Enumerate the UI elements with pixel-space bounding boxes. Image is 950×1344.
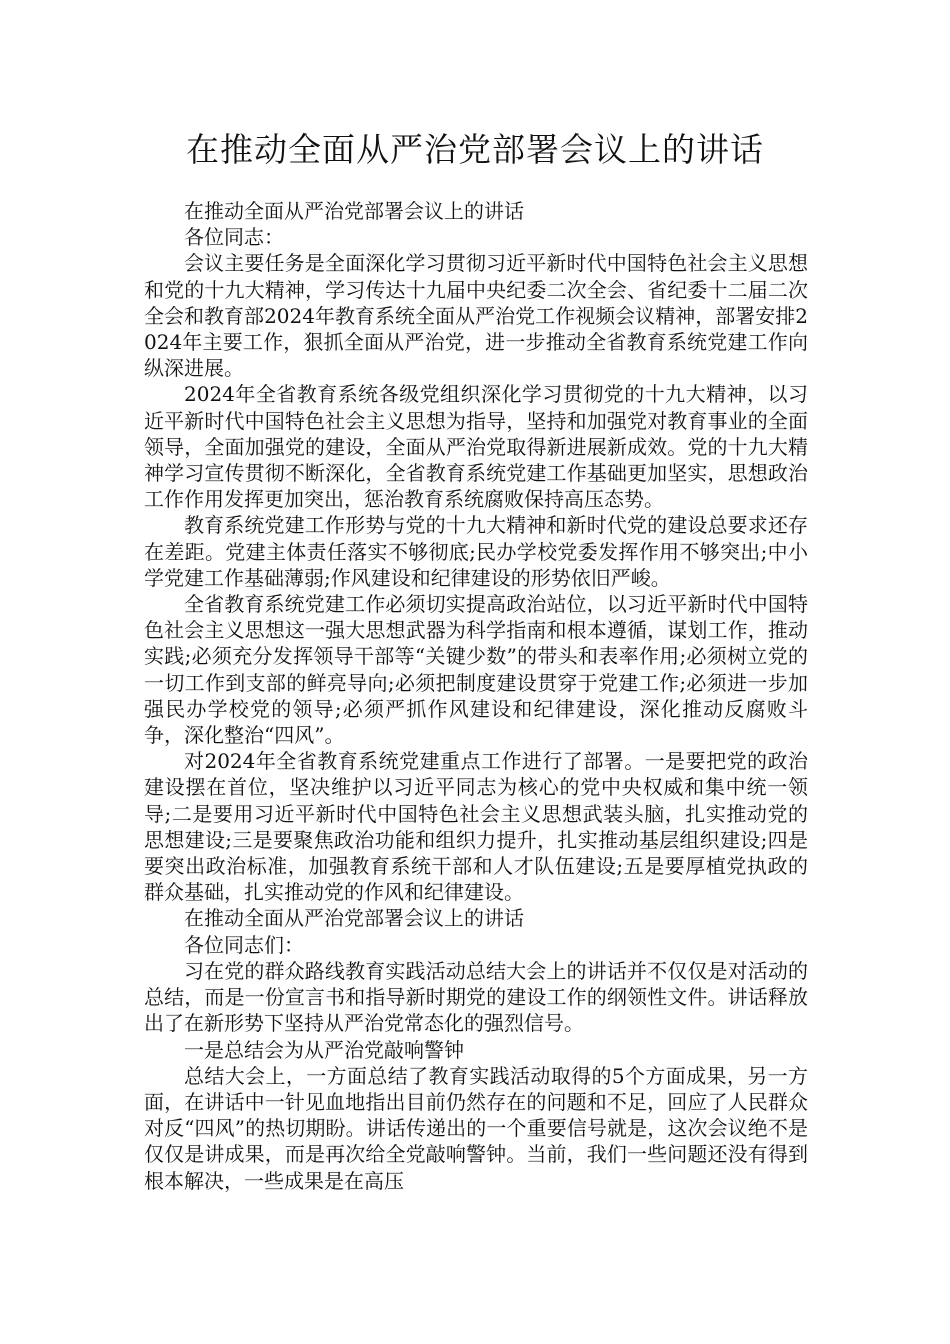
body-paragraph: 2024年全省教育系统各级党组织深化学习贯彻党的十九大精神，以习近平新时代中国特色社会主义思想为指导，坚持和加强党对教育事业的全面领导，全面加强党的建设，全面从严治党取得新进展新成效。党的十九大精神学习宣传贯彻不断深化，全省教育系统党建工作基础更加坚实，思想政治工作作用发挥更加突出，惩治教育系统腐败保持高压态势。: [144, 382, 808, 512]
body-paragraph: 总结大会上，一方面总结了教育实践活动取得的5个方面成果，另一方面，在讲话中一针见血地指出目前仍然存在的问题和不足，回应了人民群众对反“四风”的热切期盼。讲话传递出的一个重要信号就是，这次会议绝不是仅仅是讲成果，而是再次给全党敲响警钟。当前，我们一些问题还没有得到根本解决，一些成果是在高压: [144, 1063, 808, 1193]
body-paragraph: 各位同志：: [184, 225, 284, 250]
body-paragraph: 教育系统党建工作形势与党的十九大精神和新时代党的建设总要求还存在差距。党建主体责任落实不够彻底;民办学校党委发挥作用不够突出;中小学党建工作基础薄弱;作风建设和纪律建设的形势依旧严峻。: [144, 513, 808, 590]
body-paragraph: 一是总结会为从严治党敲响警钟: [184, 1037, 464, 1062]
document-title: 在推动全面从严治党部署会议上的讲话: [186, 130, 764, 169]
body-paragraph: 会议主要任务是全面深化学习贯彻习近平新时代中国特色社会主义思想和党的十九大精神，学习传达十九届中央纪委二次全会、省纪委十二届二次全会和教育部2024年教育系统全面从严治党工作视频会议精神，部署安排2024年主要工作，狠抓全面从严治党，进一步推动全省教育系统党建工作向纵深进展。: [144, 251, 808, 381]
body-paragraph: 全省教育系统党建工作必须切实提高政治站位，以习近平新时代中国特色社会主义思想这一强大思想武器为科学指南和根本遵循，谋划工作，推动实践;必须充分发挥领导干部等“关键少数”的带头和表率作用;必须树立党的一切工作到支部的鲜亮导向;必须把制度建设贯穿于党建工作;必须进一步加强民办学校党的领导;必须严抓作风建设和纪律建设，深化推动反腐败斗争，深化整治“四风”。: [144, 592, 808, 748]
document-body: [144, 198, 808, 1194]
body-paragraph: 习在党的群众路线教育实践活动总结大会上的讲话并不仅仅是对活动的总结，而是一份宣言书和指导新时期党的建设工作的纲领性文件。讲话释放出了在新形势下坚持从严治党常态化的强烈信号。: [144, 958, 808, 1036]
body-paragraph: 对2024年全省教育系统党建重点工作进行了部署。一是要把党的政治建设摆在首位，坚决维护以习近平同志为核心的党中央权威和集中统一领导;二是要用习近平新时代中国特色社会主义思想武装头脑，扎实推动党的思想建设;三是要聚焦政治功能和组织力提升，扎实推动基层组织建设;四是要突出政治标准，加强教育系统干部和人才队伍建设;五是要厚植党执政的群众基础，扎实推动党的作风和纪律建设。: [144, 749, 808, 905]
body-paragraph: 在推动全面从严治党部署会议上的讲话: [184, 906, 524, 931]
body-paragraph: 各位同志们：: [184, 932, 304, 957]
body-paragraph: 在推动全面从严治党部署会议上的讲话: [184, 199, 524, 223]
